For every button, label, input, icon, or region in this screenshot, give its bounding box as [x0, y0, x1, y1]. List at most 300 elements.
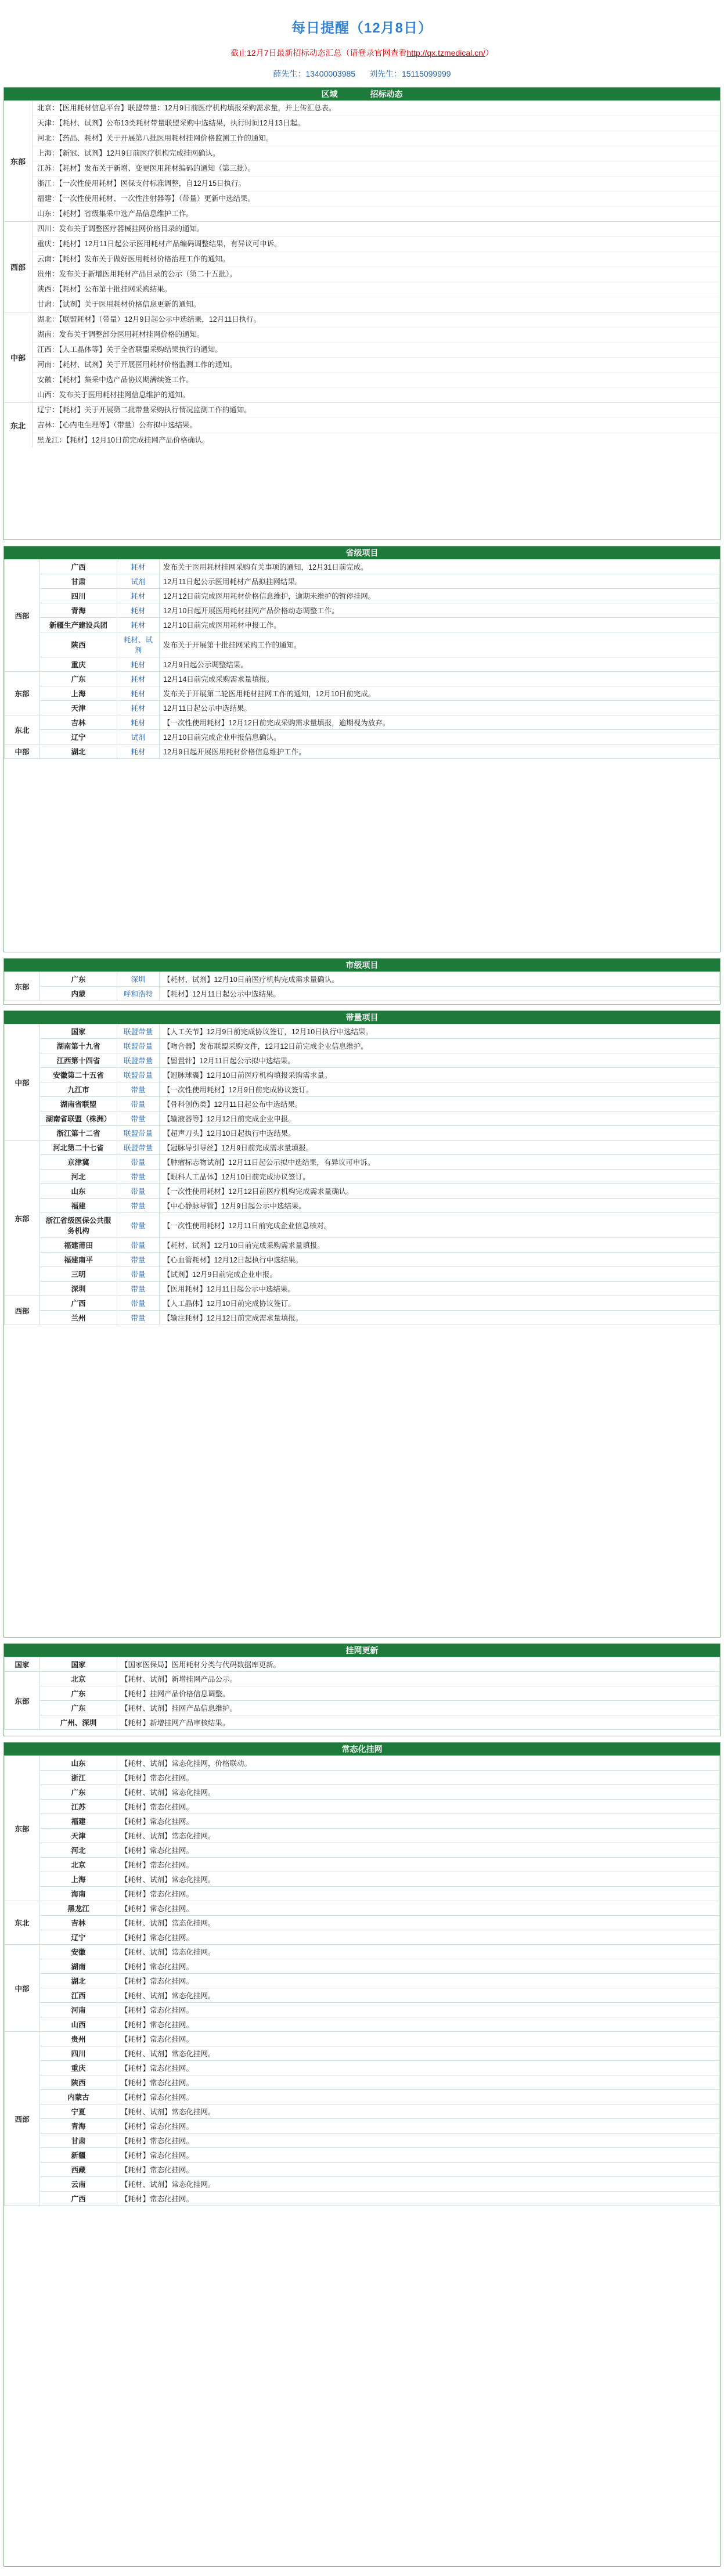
section-city	[3, 958, 721, 1005]
table-row[interactable]	[5, 1024, 720, 1039]
table-row[interactable]	[5, 1930, 720, 1945]
content-cell: 【耗材】常态化挂网。	[117, 2032, 720, 2046]
news-line[interactable]: 辽宁：【耗材】关于开展第二批带量采购执行情况监测工作的通知。	[37, 406, 251, 414]
province-cell: 北京	[40, 1858, 117, 1872]
table-row[interactable]	[5, 2119, 720, 2134]
content-cell: 【耗材、试剂】常态化挂网。	[117, 2104, 720, 2119]
province-cell: 广西	[40, 560, 117, 574]
header	[0, 0, 724, 87]
table-row[interactable]	[5, 632, 720, 657]
province-cell: 京津冀	[40, 1155, 117, 1170]
section-title: 常态化挂网	[4, 1743, 720, 1755]
type-cell: 耗材	[117, 560, 160, 574]
section-provincial	[3, 546, 721, 952]
type-cell: 呼和浩特	[117, 987, 160, 1001]
province-cell: 福建南平	[40, 1253, 117, 1267]
table-row[interactable]	[5, 1858, 720, 1872]
table-row[interactable]	[5, 1082, 720, 1097]
province-cell: 贵州	[40, 2032, 117, 2046]
content-cell: 【吻合器】发布联盟采购文件，12月12日前完成企业信息维护。	[160, 1039, 720, 1053]
province-cell: 湖南省联盟	[40, 1097, 117, 1111]
table-row[interactable]	[5, 1097, 720, 1111]
table-row[interactable]	[5, 1916, 720, 1930]
province-cell: 上海	[40, 686, 117, 701]
content-cell: 【耗材、试剂】新增挂网产品公示。	[117, 1672, 720, 1686]
content-cell: 【肿瘤标志物试剂】12月11日起公示拟中选结果，有异议可申诉。	[160, 1155, 720, 1170]
table-row[interactable]	[5, 2003, 720, 2017]
news-line[interactable]: 吉林：【心内电生理等】（带量）公布拟中选结果。	[33, 418, 720, 433]
type-cell: 试剂	[117, 574, 160, 589]
news-line[interactable]: 湖南：发布关于调整部分医用耗材挂网价格的通知。	[33, 327, 720, 342]
province-cell: 河北	[40, 1843, 117, 1858]
table-row[interactable]	[5, 1170, 720, 1184]
type-cell: 带量	[117, 1111, 160, 1126]
province-cell: 河北	[40, 1170, 117, 1184]
news-line[interactable]: 贵州：发布关于新增医用耗材产品目录的公示（第二十五批）。	[33, 267, 720, 282]
province-cell: 广西	[40, 2192, 117, 2206]
type-cell: 带量	[117, 1213, 160, 1238]
content-cell: 【一次性使用耗材】12月12日前完成采购需求量填报，逾期视为放弃。	[160, 715, 720, 730]
province-cell: 山西	[40, 2017, 117, 2032]
table-row[interactable]	[5, 1141, 720, 1155]
table-row[interactable]	[5, 672, 720, 686]
province-cell: 陕西	[40, 2075, 117, 2090]
province-cell: 新疆	[40, 2148, 117, 2163]
province-cell: 江西	[40, 1988, 117, 2003]
region-cell: 西部	[5, 560, 40, 672]
province-cell: 重庆	[40, 657, 117, 672]
region-group	[4, 402, 720, 448]
province-cell: 内蒙	[40, 987, 117, 1001]
province-cell: 吉林	[40, 1916, 117, 1930]
table-row[interactable]	[5, 589, 720, 603]
province-cell: 三明	[40, 1267, 117, 1282]
table-row[interactable]	[5, 2032, 720, 2046]
province-cell: 湖南第十九省	[40, 1039, 117, 1053]
regular-listing-table	[4, 1755, 720, 2206]
table-row[interactable]	[5, 1901, 720, 1916]
type-cell: 带量	[117, 1184, 160, 1199]
region-cell: 中部	[5, 1945, 40, 2032]
news-line[interactable]: 浙江：【一次性使用耗材】医保支付标准调整，自12月15日执行。	[33, 176, 720, 191]
content-cell: 【试剂】12月9日前完成企业申报。	[160, 1267, 720, 1282]
content-cell: 【国家医保局】医用耗材分类与代码数据库更新。	[117, 1657, 720, 1672]
content-cell: 【骨科创伤类】12月11日起公布中选结果。	[160, 1097, 720, 1111]
section-title: 省级项目	[4, 546, 720, 559]
type-cell: 试剂	[117, 730, 160, 744]
content-cell: 12月10日起开展医用耗材挂网产品价格动态调整工作。	[160, 603, 720, 618]
region-cell: 东部	[5, 1672, 40, 1730]
content-cell: 【耗材】常态化挂网。	[117, 2134, 720, 2148]
news-line[interactable]: 上海：【新冠、试剂】12月9日前医疗机构完成挂网确认。	[33, 146, 720, 161]
table-row[interactable]	[5, 618, 720, 632]
table-row[interactable]	[5, 715, 720, 730]
content-cell: 【输注耗材】12月12日前完成需求量填报。	[160, 1311, 720, 1325]
type-cell: 带量	[117, 1238, 160, 1253]
table-row[interactable]	[5, 1715, 720, 1730]
type-cell: 耗材	[117, 686, 160, 701]
section-title: 带量项目	[4, 1011, 720, 1024]
type-cell: 耗材	[117, 603, 160, 618]
table-row[interactable]	[5, 972, 720, 987]
province-cell: 四川	[40, 589, 117, 603]
table-row[interactable]	[5, 2192, 720, 2206]
province-cell: 湖南省联盟（株洲）	[40, 1111, 117, 1126]
type-cell: 耗材	[117, 589, 160, 603]
section-listing-update	[3, 1643, 721, 1736]
table-row[interactable]	[5, 1126, 720, 1141]
table-row[interactable]	[5, 1657, 720, 1672]
table-row[interactable]	[5, 657, 720, 672]
table-row[interactable]	[5, 2090, 720, 2104]
content-cell: 【耗材】常态化挂网。	[117, 2017, 720, 2032]
content-cell: 【耗材】常态化挂网。	[117, 1843, 720, 1858]
contact-1: 薛先生：13400003985	[273, 69, 356, 78]
region-cell: 东部	[5, 972, 40, 1001]
province-cell: 天津	[40, 701, 117, 715]
section-title: 市级项目	[4, 959, 720, 972]
content-cell: 【耗材】常态化挂网。	[117, 1771, 720, 1785]
type-cell: 耗材	[117, 657, 160, 672]
content-cell: 【冠脉球囊】12月10日前医疗机构填报采购需求量。	[160, 1068, 720, 1082]
table-row[interactable]	[5, 2075, 720, 2090]
content-cell: 【人工关节】12月9日前完成协议签订，12月10日执行中选结果。	[160, 1024, 720, 1039]
province-cell: 陕西	[40, 632, 117, 657]
content-cell: 【耗材、试剂】常态化挂网。	[117, 2177, 720, 2192]
content-cell: 12月10日前完成企业申报信息确认。	[160, 730, 720, 744]
content-cell: 【耗材】常态化挂网。	[117, 1887, 720, 1901]
region-cell: 国家	[5, 1657, 40, 1672]
section-body	[4, 100, 720, 448]
content-cell: 【中心静脉导管】12月9日起公示中选结果。	[160, 1199, 720, 1213]
table-row[interactable]	[5, 1887, 720, 1901]
table-row[interactable]	[5, 730, 720, 744]
content-cell: 【人工晶体】12月10日前完成协议签订。	[160, 1296, 720, 1311]
content-cell: 【耗材】常态化挂网。	[117, 1800, 720, 1814]
news-line[interactable]: 湖北：【联盟耗材】（带量）12月9日起公示中选结果，12月11日执行。	[37, 315, 261, 323]
table-row[interactable]	[5, 1959, 720, 1974]
province-cell: 山东	[40, 1756, 117, 1771]
volume-table	[4, 1024, 720, 1325]
province-cell: 福建	[40, 1199, 117, 1213]
province-cell: 湖北	[40, 1974, 117, 1988]
table-row[interactable]	[5, 1296, 720, 1311]
news-line[interactable]: 福建：【一次性使用耗材、一次性注射器等】（带量）更新中选结果。	[33, 191, 720, 206]
section-volume	[3, 1010, 721, 1638]
region-group	[4, 312, 720, 402]
type-cell: 联盟带量	[117, 1024, 160, 1039]
table-row[interactable]	[5, 1785, 720, 1800]
content-cell: 【一次性使用耗材】12月12日前医疗机构完成需求量确认。	[160, 1184, 720, 1199]
table-row[interactable]	[5, 1199, 720, 1213]
province-cell: 浙江	[40, 1771, 117, 1785]
table-row[interactable]	[5, 1756, 720, 1771]
table-row[interactable]	[5, 1829, 720, 1843]
news-line[interactable]: 山西：发布关于医用耗材挂网信息维护的通知。	[33, 387, 720, 402]
listing-update-table	[4, 1657, 720, 1730]
type-cell: 联盟带量	[117, 1141, 160, 1155]
province-cell: 九江市	[40, 1082, 117, 1097]
type-cell: 带量	[117, 1199, 160, 1213]
province-cell: 湖南	[40, 1959, 117, 1974]
content-cell: 【耗材、试剂】挂网产品信息维护。	[117, 1701, 720, 1715]
content-cell: 【留置针】12月11日起公示拟中选结果。	[160, 1053, 720, 1068]
table-row[interactable]	[5, 1843, 720, 1858]
province-cell: 广东	[40, 1701, 117, 1715]
site-link[interactable]: http://qx.tzmedical.cn/	[406, 48, 485, 57]
content-cell: 【耗材】挂网产品价格信息调整。	[117, 1686, 720, 1701]
province-cell: 山东	[40, 1184, 117, 1199]
province-cell: 辽宁	[40, 1930, 117, 1945]
news-line[interactable]: 江苏：【耗材】发布关于新增、变更医用耗材编码的通知（第三批）。	[33, 161, 720, 176]
table-row[interactable]	[5, 1155, 720, 1170]
news-line[interactable]: 陕西：【耗材】公布第十批挂网采购结果。	[33, 282, 720, 297]
news-line[interactable]: 黑龙江：【耗材】12月10日前完成挂网产品价格确认。	[33, 433, 720, 448]
province-cell: 北京	[40, 1672, 117, 1686]
table-row[interactable]	[5, 1701, 720, 1715]
table-row[interactable]	[5, 2061, 720, 2075]
contact-line	[0, 68, 724, 80]
notice-line: 截止12月7日最新招标动态汇总（请登录官网查看http://qx.tzmedical.cn/）	[230, 48, 494, 57]
content-cell: 【耗材】常态化挂网。	[117, 1930, 720, 1945]
province-cell: 国家	[40, 1024, 117, 1039]
content-cell: 【耗材、试剂】12月10日前医疗机构完成需求量确认。	[160, 972, 720, 987]
content-cell: 【耗材】常态化挂网。	[117, 1814, 720, 1829]
table-row[interactable]	[5, 1311, 720, 1325]
region-label: 中部	[4, 312, 33, 402]
province-cell: 甘肃	[40, 2134, 117, 2148]
province-cell: 安徽	[40, 1945, 117, 1959]
province-cell: 青海	[40, 603, 117, 618]
province-cell: 广州、深圳	[40, 1715, 117, 1730]
news-line[interactable]: 安徽：【耗材】集采中选产品协议期满续签工作。	[33, 372, 720, 387]
type-cell: 耗材	[117, 672, 160, 686]
type-cell: 深圳	[117, 972, 160, 987]
table-row[interactable]	[5, 2163, 720, 2177]
content-cell: 【医用耗材】12月11日起公示中选结果。	[160, 1282, 720, 1296]
content-cell: 【耗材】新增挂网产品审核结果。	[117, 1715, 720, 1730]
table-row[interactable]	[5, 1974, 720, 1988]
content-cell: 12月12日前完成医用耗材价格信息维护，逾期未维护的暂停挂网。	[160, 589, 720, 603]
content-cell: 【耗材】常态化挂网。	[117, 2075, 720, 2090]
content-cell: 【耗材】常态化挂网。	[117, 1974, 720, 1988]
province-cell: 江苏	[40, 1800, 117, 1814]
type-cell: 带量	[117, 1311, 160, 1325]
table-row[interactable]	[5, 2177, 720, 2192]
province-cell: 天津	[40, 1829, 117, 1843]
section-title: 区域 招标动态	[4, 88, 720, 100]
province-cell: 广东	[40, 1785, 117, 1800]
content-cell: 【耗材】常态化挂网。	[117, 1858, 720, 1872]
table-row[interactable]	[5, 701, 720, 715]
content-cell: 【耗材、试剂】常态化挂网。	[117, 1945, 720, 1959]
section-bidding-news	[3, 87, 721, 540]
content-cell: 12月10日前完成医用耗材申报工作。	[160, 618, 720, 632]
content-cell: 【冠脉导引导丝】12月9日前完成需求量填报。	[160, 1141, 720, 1155]
table-row[interactable]	[5, 1282, 720, 1296]
province-cell: 湖北	[40, 744, 117, 759]
content-cell: 12月11日起公示中选结果。	[160, 701, 720, 715]
content-cell: 【耗材、试剂】常态化挂网。	[117, 1872, 720, 1887]
table-row[interactable]	[5, 2104, 720, 2119]
content-cell: 【耗材、试剂】常态化挂网。	[117, 1916, 720, 1930]
province-cell: 上海	[40, 1872, 117, 1887]
table-row[interactable]	[5, 1213, 720, 1238]
page-title: 每日提醒（12月8日）	[291, 20, 433, 36]
table-row[interactable]	[5, 744, 720, 759]
type-cell: 带量	[117, 1170, 160, 1184]
content-cell: 12月11日起公示医用耗材产品拟挂网结果。	[160, 574, 720, 589]
content-cell: 【耗材、试剂】12月10日前完成采购需求量填报。	[160, 1238, 720, 1253]
content-cell: 【耗材、试剂】常态化挂网。	[117, 2046, 720, 2061]
region-cell: 东部	[5, 672, 40, 715]
province-cell: 河南	[40, 2003, 117, 2017]
region-label: 西部	[4, 222, 33, 312]
table-row[interactable]	[5, 1800, 720, 1814]
type-cell: 带量	[117, 1082, 160, 1097]
province-cell: 云南	[40, 2177, 117, 2192]
region-cell: 西部	[5, 1296, 40, 1325]
table-row[interactable]	[5, 1253, 720, 1267]
provincial-table	[4, 559, 720, 759]
content-cell: 【输液器等】12月12日前完成企业申报。	[160, 1111, 720, 1126]
news-line[interactable]: 甘肃：【试剂】关于医用耗材价格信息更新的通知。	[33, 297, 720, 312]
content-cell: 【一次性使用耗材】12月11日前完成企业信息核对。	[160, 1213, 720, 1238]
content-cell: 【耗材、试剂】常态化挂网。	[117, 1785, 720, 1800]
province-cell: 福建	[40, 1814, 117, 1829]
province-cell: 西藏	[40, 2163, 117, 2177]
type-cell: 耗材	[117, 701, 160, 715]
region-cell: 中部	[5, 1024, 40, 1141]
table-row[interactable]	[5, 1068, 720, 1082]
table-row[interactable]	[5, 1672, 720, 1686]
section-title: 挂网更新	[4, 1644, 720, 1657]
region-cell: 东部	[5, 1141, 40, 1296]
region-cell: 东部	[5, 1756, 40, 1901]
table-row[interactable]	[5, 2046, 720, 2061]
content-cell: 【超声刀头】12月10日起执行中选结果。	[160, 1126, 720, 1141]
type-cell: 耗材	[117, 744, 160, 759]
content-cell: 12月9日起开展医用耗材价格信息维护工作。	[160, 744, 720, 759]
region-label: 东部	[4, 101, 33, 221]
table-row[interactable]	[5, 2148, 720, 2163]
province-cell: 甘肃	[40, 574, 117, 589]
province-cell: 广东	[40, 672, 117, 686]
province-cell: 广东	[40, 972, 117, 987]
type-cell: 带量	[117, 1097, 160, 1111]
region-label: 东北	[4, 403, 33, 448]
table-row[interactable]	[5, 1771, 720, 1785]
province-cell: 宁夏	[40, 2104, 117, 2119]
section-regular-listing	[3, 1742, 721, 2567]
content-cell: 【心血管耗材】12月12日起执行中选结果。	[160, 1253, 720, 1267]
content-cell: 【耗材】常态化挂网。	[117, 2061, 720, 2075]
content-cell: 发布关于开展第二轮医用耗材挂网工作的通知，12月10日前完成。	[160, 686, 720, 701]
news-line[interactable]: 天津：【耗材、试剂】公布13类耗材带量联盟采购中选结果，执行时间12月13日起。	[33, 116, 720, 131]
table-row[interactable]	[5, 603, 720, 618]
table-row[interactable]	[5, 574, 720, 589]
region-cell: 中部	[5, 744, 40, 759]
news-line[interactable]: 北京：【医用耗材信息平台】联盟带量：12月9日前医疗机构填报采购需求量，并上传汇总表。	[37, 104, 336, 112]
table-row[interactable]	[5, 987, 720, 1001]
province-cell: 浙江第十二省	[40, 1126, 117, 1141]
table-row[interactable]	[5, 1988, 720, 2003]
content-cell: 【耗材】常态化挂网。	[117, 2003, 720, 2017]
content-cell: 【耗材、试剂】常态化挂网。	[117, 1988, 720, 2003]
news-line[interactable]: 河南：【耗材、试剂】关于开展医用耗材价格监测工作的通知。	[33, 357, 720, 372]
table-row[interactable]	[5, 560, 720, 574]
type-cell: 联盟带量	[117, 1053, 160, 1068]
table-row[interactable]	[5, 1267, 720, 1282]
content-cell: 【耗材】常态化挂网。	[117, 2090, 720, 2104]
region-cell: 东北	[5, 1901, 40, 1945]
news-line[interactable]: 云南：【耗材】发布关于做好医用耗材价格治理工作的通知。	[33, 251, 720, 267]
table-row[interactable]	[5, 1053, 720, 1068]
region-group	[4, 221, 720, 312]
table-row[interactable]	[5, 1872, 720, 1887]
content-cell: 12月9日起公示调整结果。	[160, 657, 720, 672]
region-cell: 东北	[5, 715, 40, 744]
table-row[interactable]	[5, 1945, 720, 1959]
table-row[interactable]	[5, 686, 720, 701]
content-cell: 发布关于医用耗材挂网采购有关事项的通知，12月31日前完成。	[160, 560, 720, 574]
province-cell: 河北第二十七省	[40, 1141, 117, 1155]
table-row[interactable]	[5, 1184, 720, 1199]
contact-2: 刘先生：15115099999	[369, 69, 451, 78]
content-cell: 【眼科人工晶体】12月10日前完成协议签订。	[160, 1170, 720, 1184]
province-cell: 内蒙古	[40, 2090, 117, 2104]
type-cell: 联盟带量	[117, 1039, 160, 1053]
table-row[interactable]	[5, 1111, 720, 1126]
table-row[interactable]	[5, 1686, 720, 1701]
news-line[interactable]: 山东：【耗材】省级集采中选产品信息维护工作。	[33, 206, 720, 221]
content-cell: 【耗材、试剂】常态化挂网，价格联动。	[117, 1756, 720, 1771]
table-row[interactable]	[5, 2134, 720, 2148]
news-line[interactable]: 重庆：【耗材】12月11日起公示医用耗材产品编码调整结果，有异议可申诉。	[33, 236, 720, 251]
province-cell: 江西第十四省	[40, 1053, 117, 1068]
province-cell: 安徽第二十五省	[40, 1068, 117, 1082]
table-row[interactable]	[5, 1039, 720, 1053]
type-cell: 带量	[117, 1282, 160, 1296]
type-cell: 带量	[117, 1253, 160, 1267]
province-cell: 黑龙江	[40, 1901, 117, 1916]
table-row[interactable]	[5, 2017, 720, 2032]
content-cell: 【耗材】常态化挂网。	[117, 2192, 720, 2206]
region-group	[4, 100, 720, 221]
content-cell: 【耗材】12月11日起公示中选结果。	[160, 987, 720, 1001]
news-line[interactable]: 四川：发布关于调整医疗器械挂网价格目录的通知。	[37, 225, 204, 233]
region-cell: 西部	[5, 2032, 40, 2206]
province-cell: 深圳	[40, 1282, 117, 1296]
province-cell: 新疆生产建设兵团	[40, 618, 117, 632]
province-cell: 浙江省级医保公共服务机构	[40, 1213, 117, 1238]
content-cell: 【耗材】常态化挂网。	[117, 2148, 720, 2163]
province-cell: 吉林	[40, 715, 117, 730]
content-cell: 【耗材】常态化挂网。	[117, 2163, 720, 2177]
content-cell: 【耗材】常态化挂网。	[117, 1901, 720, 1916]
type-cell: 带量	[117, 1155, 160, 1170]
news-line[interactable]: 河北：【药品、耗材】关于开展第八批医用耗材挂网价格监测工作的通知。	[33, 131, 720, 146]
province-cell: 广西	[40, 1296, 117, 1311]
news-line[interactable]: 江西：【人工晶体等】关于全省联盟采购结果执行的通知。	[33, 342, 720, 357]
content-cell: 【耗材】常态化挂网。	[117, 2119, 720, 2134]
province-cell: 青海	[40, 2119, 117, 2134]
type-cell: 耗材	[117, 715, 160, 730]
table-row[interactable]	[5, 1814, 720, 1829]
province-cell: 福建莆田	[40, 1238, 117, 1253]
table-row[interactable]	[5, 1238, 720, 1253]
content-cell: 【一次性使用耗材】12月9日前完成协议签订。	[160, 1082, 720, 1097]
